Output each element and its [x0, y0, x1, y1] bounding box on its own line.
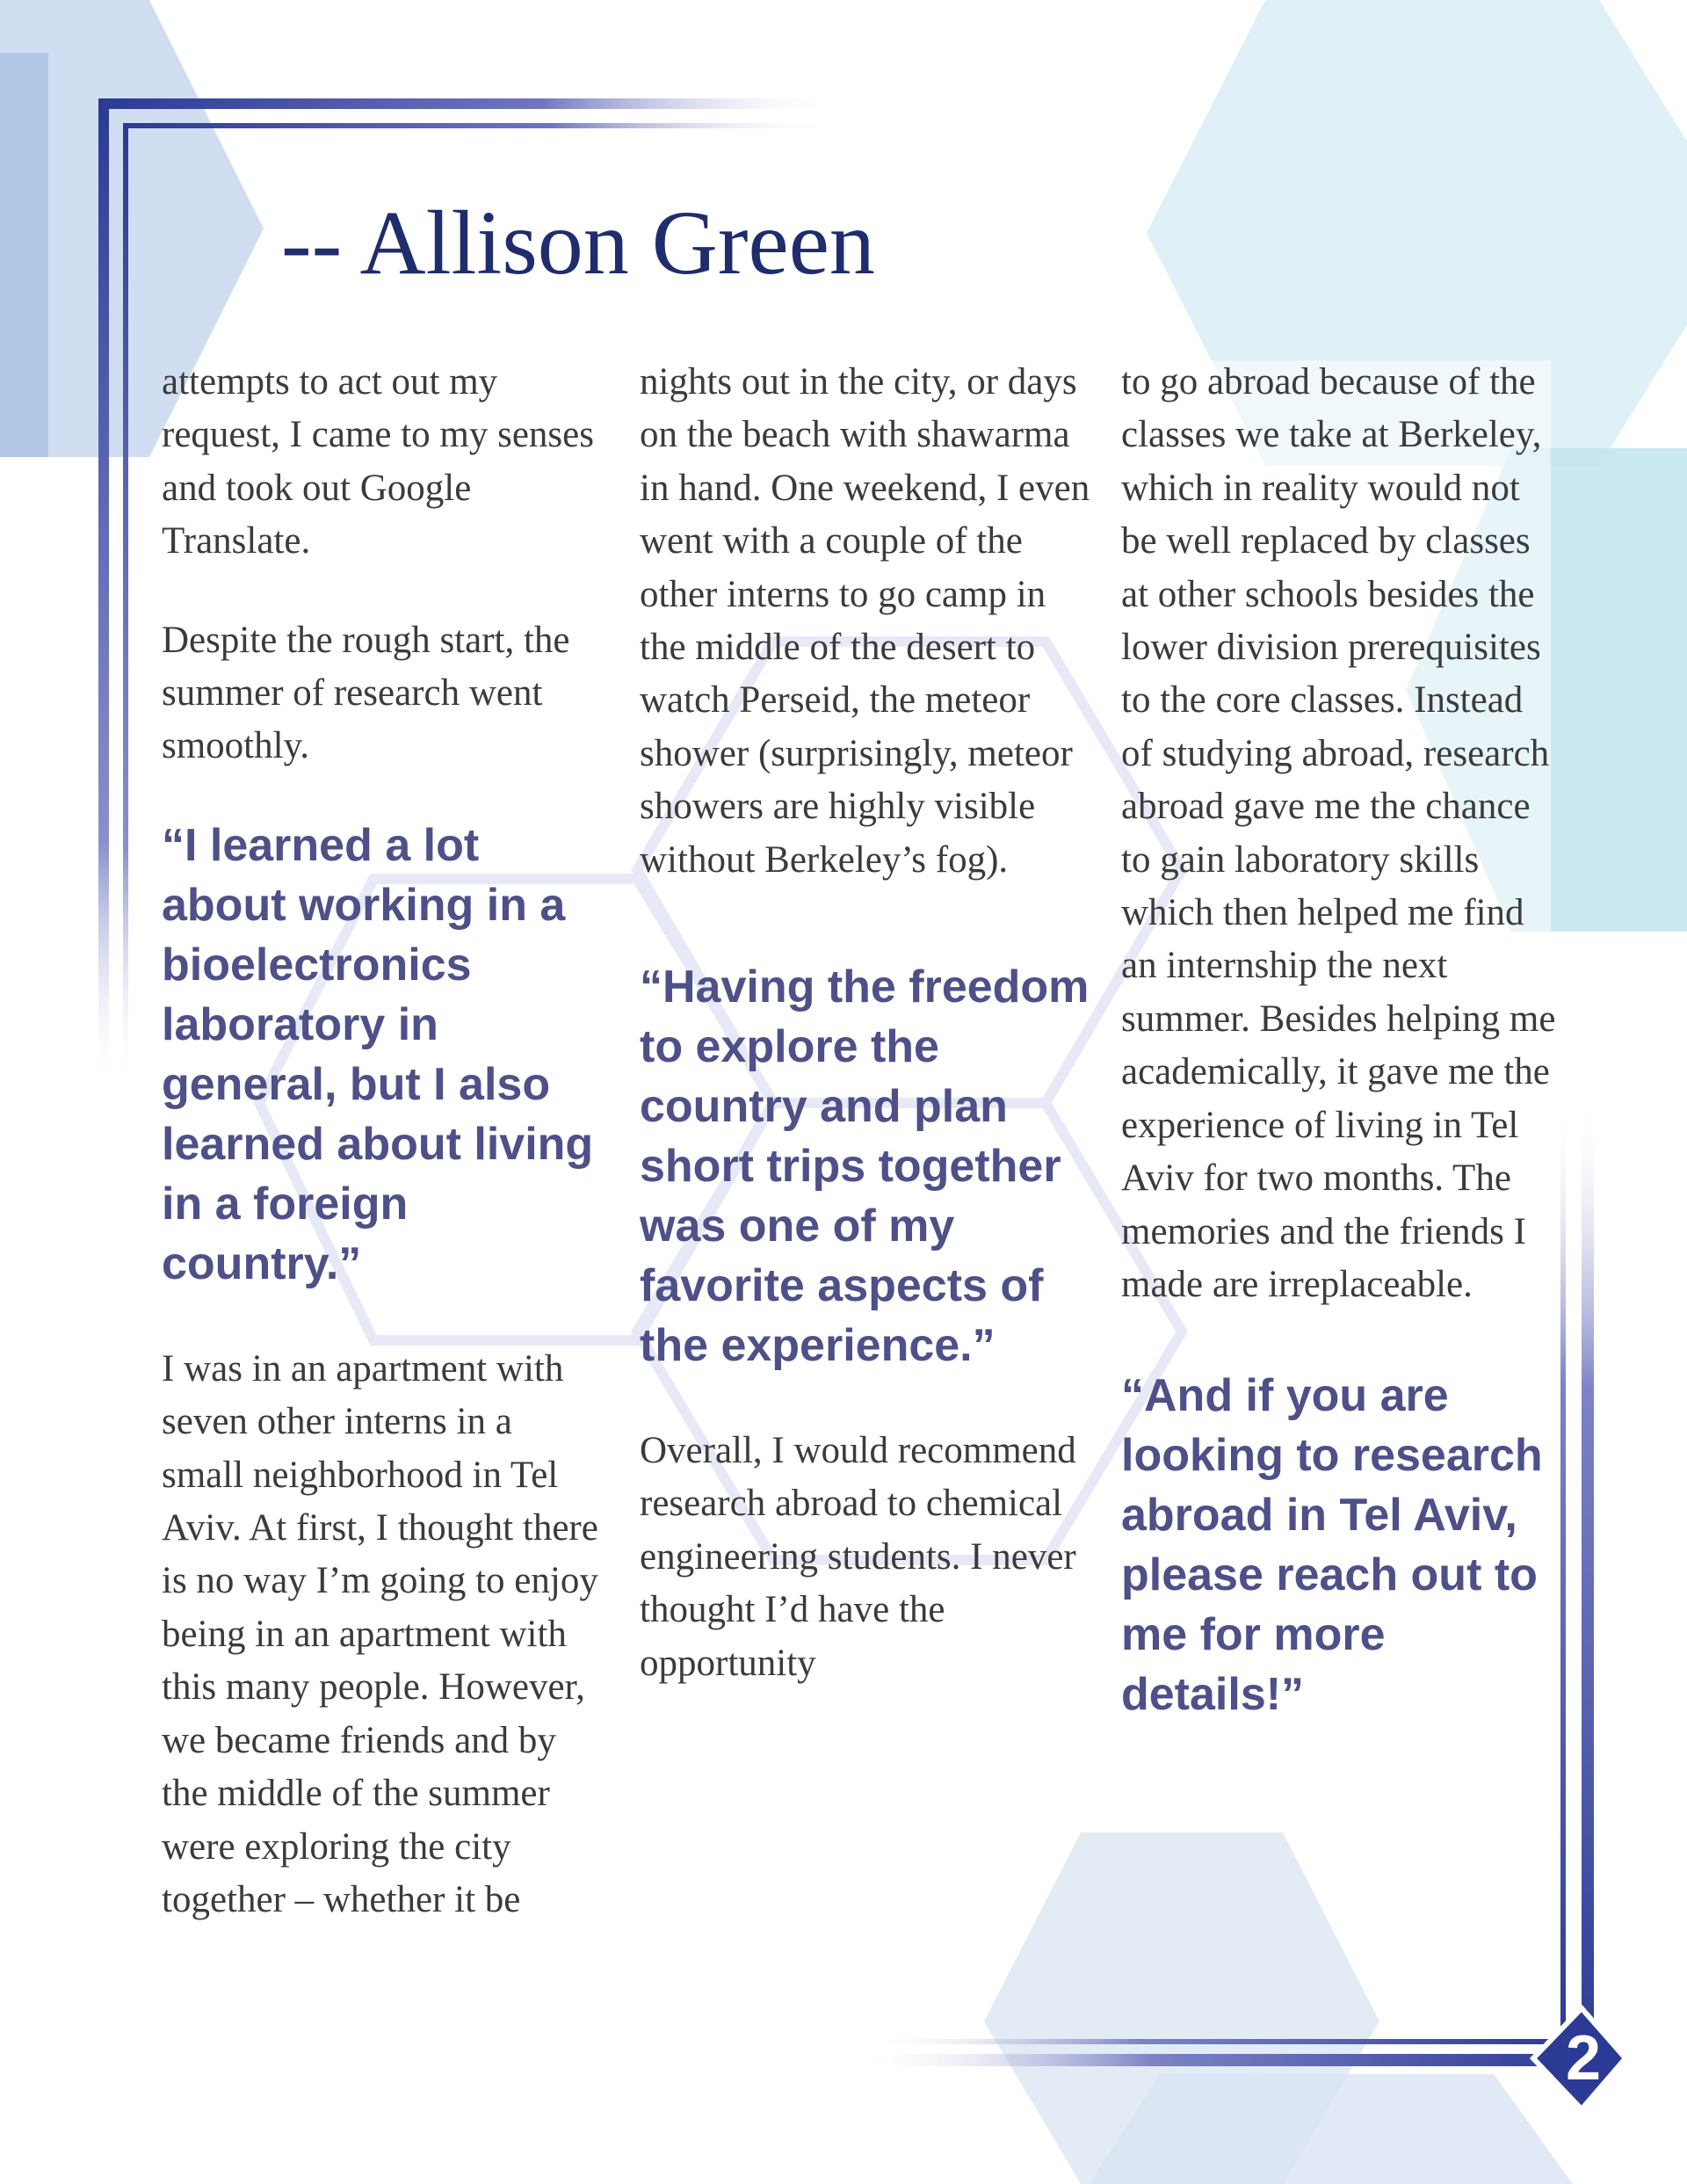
paragraph-recommend: Overall, I would recommend research abroad to chemical engineering students. I never thought I’d have the opportunity: [640, 1430, 1076, 1684]
hexagon-bottom-center: [1090, 2074, 1573, 2184]
frame-left-outer: [98, 98, 109, 1092]
page-number: 2: [1565, 2023, 1602, 2093]
paragraph-rough-start: Despite the rough start, the summer of research went smoothly.: [162, 619, 570, 767]
paragraph-go-abroad: to go abroad because of the classes we take at Berkeley, which in reality would not be well replaced by classes at other schools besides the lower division prerequisites to the core classes. Instead of studying abroad, research abroad gave me the chance to gain laboratory skills which then helped me find an internship the next summer. Besides helping me academically, it gave me the experience of living in Tel Aviv for two months. The memories and the friends I made are irreplaceable.: [1121, 361, 1556, 1305]
frame-top-outer: [98, 98, 836, 109]
frame-bottom-inner: [857, 2039, 1566, 2044]
hexagon-top-left-dark: [0, 53, 48, 457]
article-title: -- Allison Green: [281, 192, 875, 294]
frame-left-inner: [123, 123, 128, 1090]
frame-top-inner: [123, 123, 835, 128]
pull-quote-reach-out: “And if you are looking to research abroad in Tel Aviv, please reach out to me for more details!”: [1121, 1370, 1543, 1721]
pull-quote-freedom: “Having the freedom to explore the country and plan short trips together was one of my favorite aspects of the experience.”: [640, 961, 1090, 1372]
frame-bottom-outer: [857, 2054, 1594, 2066]
paragraph-translate: attempts to act out my request, I came to my senses and took out Google Translate.: [162, 361, 594, 562]
column-1: [162, 356, 601, 1926]
pull-quote-bioelectronics: “I learned a lot about working in a bioelectronics laboratory in general, but I also learned about living in a foreign country.”: [162, 819, 594, 1289]
column-2: [640, 356, 1097, 1690]
paragraph-nights-out: nights out in the city, or days on the beach with shawarma in hand. One weekend, I even went with a couple of the other interns to go camp in the middle of the desert to watch Perseid, the meteor shower (surprisingly, meteor showers are highly visible without Berkeley’s fog).: [640, 361, 1090, 881]
paragraph-apartment: I was in an apartment with seven other interns in a small neighborhood in Tel Aviv. At first, I thought there is no way I’m going to enjoy being in an apartment with this many people. However, we became friends and by the middle of the summer were exploring the city together – whether it be: [162, 1347, 598, 1920]
frame-right-inner: [1560, 1099, 1566, 2043]
column-3: [1121, 356, 1560, 1724]
frame-right-outer: [1582, 1099, 1594, 2065]
